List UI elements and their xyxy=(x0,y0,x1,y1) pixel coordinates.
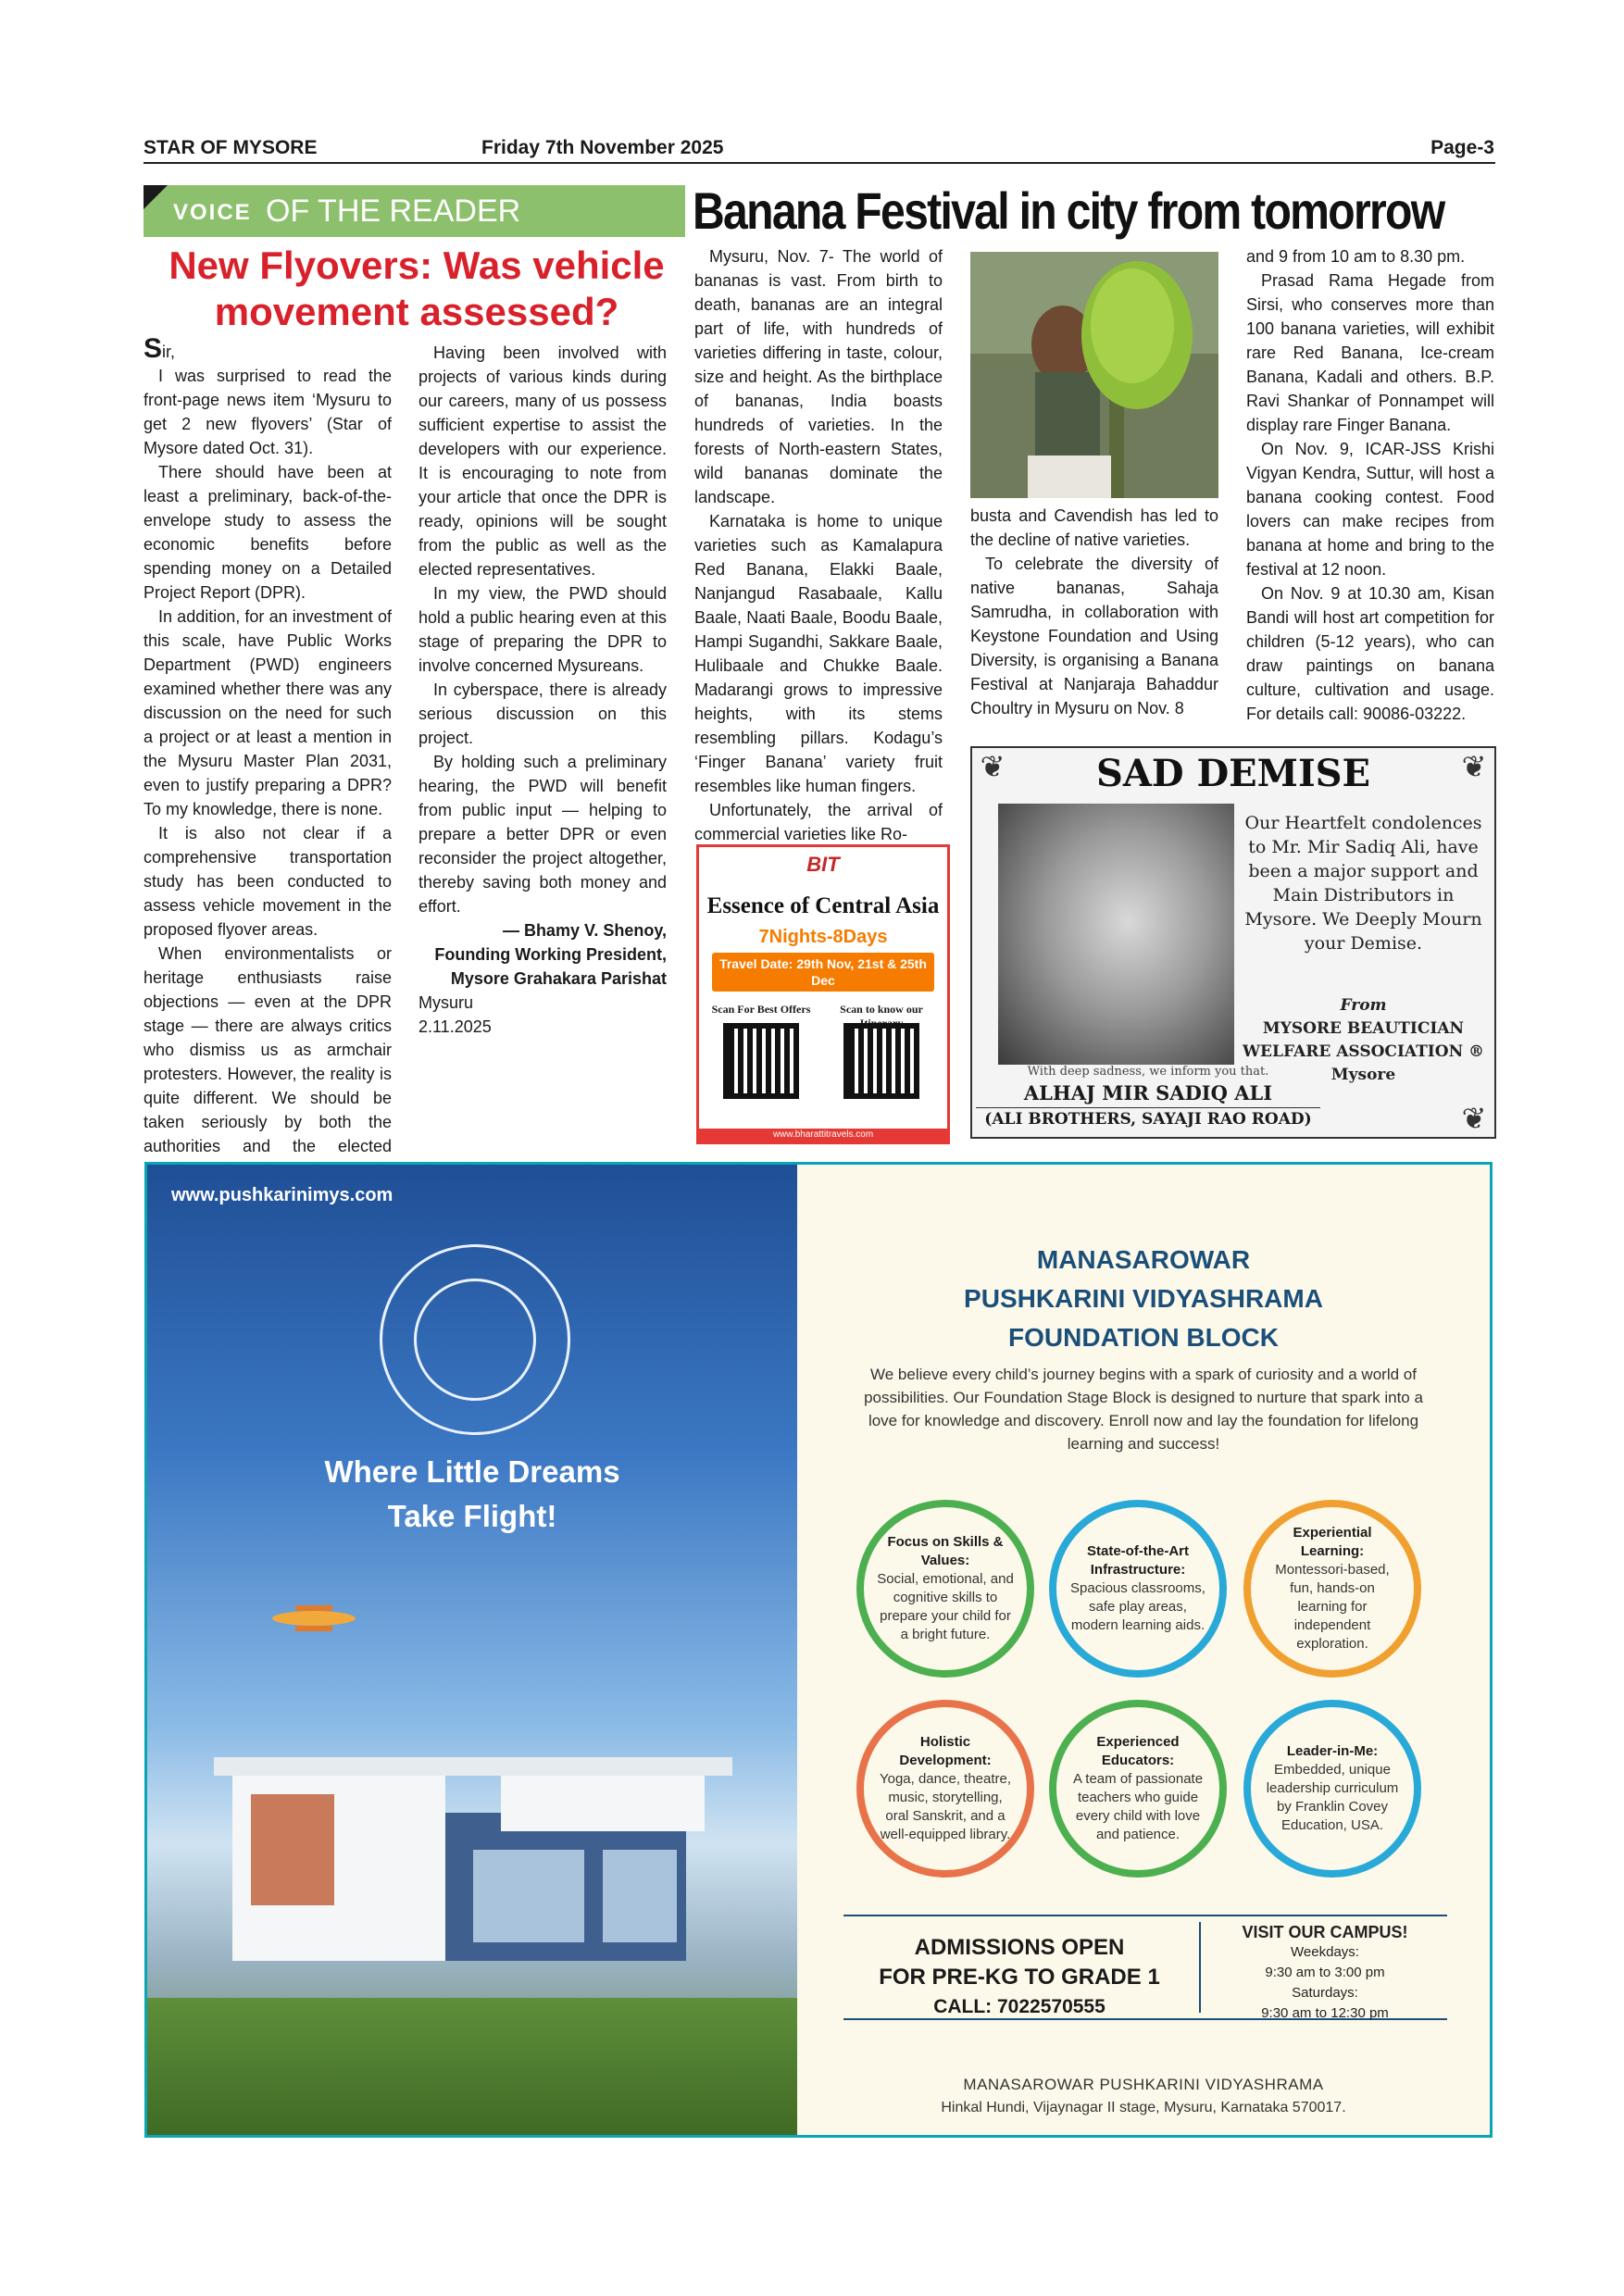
feature-body: Montessori-based, fun, hands-on learning for independent exploration. xyxy=(1275,1562,1390,1652)
feature-circle xyxy=(1049,1700,1227,1878)
feature-title: Leader-in-Me: xyxy=(1286,1743,1379,1759)
banner-voice: VOICE xyxy=(173,200,252,225)
letter-column-2 xyxy=(418,341,667,1039)
salutation: ir, xyxy=(162,343,176,361)
school-name-line-2: PUSHKARINI VIDYASHRAMA xyxy=(964,1284,1323,1313)
banana-column-1 xyxy=(694,244,943,846)
banana-para: Unfortunately, the arrival of commercial varieties like Ro- xyxy=(694,801,943,843)
letter-para: Having been involved with projects of various kinds during our careers, many of us possess sufficient expertise to assist the developers with our experience. It is encouraging to note from your article that once the DPR is ready, opinions will be sought from the public as well as the elected representatives. xyxy=(418,343,667,579)
banana-para: Mysuru, Nov. 7- The world of bananas is vast. From birth to death, bananas are an integral part of life, with hundreds of varieties differing in taste, colour, size and height. As the birthplace of bananas, India boasts hundreds of varieties. In the forests of North-eastern States, wild bananas dominate the landscape. xyxy=(694,247,943,506)
qr-code-icon[interactable] xyxy=(843,1023,919,1099)
ornament-icon: ❦ xyxy=(980,750,1006,783)
from-org: MYSORE BEAUTICIAN WELFARE ASSOCIATION ® xyxy=(1242,1019,1485,1061)
school-intro: We believe every child’s journey begins with a spark of curiosity and a world of possibilities. Our Foundation Stage Block is designed to nurture that spark into a love for knowledge and discovery. Enroll now and lay the foundation for lifelong learning and success! xyxy=(864,1366,1423,1453)
airplane-icon xyxy=(258,1600,369,1637)
page-number: Page-3 xyxy=(1430,137,1494,158)
feature-circle xyxy=(856,1500,1034,1678)
school-footer-name: MANASAROWAR PUSHKARINI VIDYASHRAMA xyxy=(963,2076,1324,2093)
banana-para: To celebrate the diversity of native bananas, Sahaja Samrudha, in collaboration with Keystone Foundation and Using Diversity, is organising a Banana Festival at Nanjaraja Bahaddur Choultry in Mysuru on Nov. 8 xyxy=(970,555,1218,718)
signature-place: Mysuru xyxy=(418,993,474,1012)
signature-date: 2.11.2025 xyxy=(418,1017,492,1036)
feature-circle xyxy=(1243,1700,1421,1878)
admissions-phone[interactable]: CALL: 7022570555 xyxy=(933,1996,1106,2017)
letter-headline: New Flyovers: Was vehicle movement assessed? xyxy=(169,243,665,333)
scan-itinerary-label: Scan to know our xyxy=(840,1003,923,1016)
feature-circle xyxy=(1243,1500,1421,1678)
photo-caption: With deep sadness, we inform you that. xyxy=(1027,1065,1269,1079)
travel-ad xyxy=(696,844,950,1144)
lawn-illustration xyxy=(147,1998,797,2137)
school-ad xyxy=(144,1162,1493,2138)
ornament-icon: ❦ xyxy=(1461,750,1487,783)
obituary-box xyxy=(970,746,1496,1139)
banana-para: Prasad Rama Hegade from Sirsi, who conserves more than 100 banana varieties, will exhibit rare Red Banana, Ice-cream Banana, Kadali and others. B.P. Ravi Shankar of Ponnampet will display rare Finger Banana. xyxy=(1246,271,1494,434)
travel-url[interactable]: www.bharattitravels.com xyxy=(699,1129,947,1142)
feature-title: Focus on Skills & Values: xyxy=(887,1534,1004,1568)
banana-para: and 9 from 10 am to 8.30 pm. xyxy=(1246,247,1466,266)
feature-title: State-of-the-Art Infrastructure: xyxy=(1087,1543,1189,1578)
school-emblem-icon xyxy=(380,1244,570,1435)
banner-corner xyxy=(144,185,168,209)
feature-title: Holistic Development: xyxy=(899,1734,992,1768)
feature-circle xyxy=(1049,1500,1227,1678)
deceased-name: ALHAJ MIR SADIQ ALI xyxy=(1023,1081,1273,1104)
letter-para: It is also not clear if a comprehensive transportation study has been conducted to assess vehicle movement in the proposed flyover areas. xyxy=(144,824,392,939)
scan-offers-label: Scan For Best Offers xyxy=(711,1003,811,1016)
school-ad-image-panel xyxy=(147,1165,797,2135)
visit-campus-block xyxy=(1206,1922,1443,2024)
letter-para: In cyberspace, there is already serious discussion on this project. xyxy=(418,680,667,747)
travel-duration: 7Nights-8Days xyxy=(758,927,888,947)
qr-code-icon[interactable] xyxy=(723,1023,799,1099)
signature-org: Mysore Grahakara Parishat xyxy=(450,969,667,988)
ornament-icon: ❦ xyxy=(1461,1102,1487,1135)
issue-date: Friday 7th November 2025 xyxy=(481,137,724,158)
school-name-line-1: MANASAROWAR xyxy=(1036,1245,1251,1274)
from-label: From xyxy=(1340,996,1387,1015)
school-building-illustration xyxy=(195,1702,732,1979)
school-tagline xyxy=(147,1450,797,1539)
banner-rest: OF THE READER xyxy=(266,193,521,229)
letter-para: In addition, for an investment of this scale, have Public Works Department (PWD) engineers examined whether there was any discussion on the need for such a project or at least a mention in the Mysuru Master Plan 2031, even to justify preparing a DPR? To my knowledge, there is none. xyxy=(144,607,392,818)
school-block-name: FOUNDATION BLOCK xyxy=(1008,1323,1279,1352)
letter-column-1 xyxy=(144,333,392,1182)
section-banner xyxy=(144,185,685,237)
banana-headline: Banana Festival in city from tomorrow xyxy=(693,181,1444,240)
feature-body: Spacious classrooms, safe play areas, modern learning aids. xyxy=(1070,1580,1206,1633)
feature-title: Experiential Learning: xyxy=(1293,1525,1372,1559)
banana-farmer-photo xyxy=(970,252,1218,498)
header-rule xyxy=(144,162,1495,164)
admissions-box xyxy=(843,1915,1447,2020)
travel-logo: BIT xyxy=(806,853,840,876)
banana-column-3 xyxy=(1246,244,1494,726)
banana-para: On Nov. 9 at 10.30 am, Kisan Bandi will host art competition for children (5-12 years), who can draw paintings on banana culture, cultivation and usage. For details call: 90086-03222. xyxy=(1246,584,1494,723)
deceased-business: (ALI BROTHERS, SAYAJI RAO ROAD) xyxy=(976,1107,1320,1129)
school-url[interactable]: www.pushkarinimys.com xyxy=(171,1185,394,1205)
tagline-line-1: Where Little Dreams xyxy=(324,1454,620,1489)
admissions-open: ADMISSIONS OPEN xyxy=(914,1935,1125,1960)
feature-circle xyxy=(856,1700,1034,1878)
saturdays-time: 9:30 am to 12:30 pm xyxy=(1261,2005,1389,2021)
signature-name: — Bhamy V. Shenoy, xyxy=(502,921,667,940)
drop-cap: S xyxy=(144,333,163,364)
visit-title: VISIT OUR CAMPUS! xyxy=(1242,1923,1408,1941)
feature-body: A team of passionate teachers who guide every child with love and patience. xyxy=(1072,1771,1204,1842)
letter-para: There should have been at least a preliminary, back-of-the-envelope study to assess the economic benefits before spending money on a Detailed Project Report (DPR). xyxy=(144,463,392,602)
feature-body: Social, emotional, and cognitive skills to prepare your child for a bright future. xyxy=(877,1571,1014,1642)
weekdays-time: 9:30 am to 3:00 pm xyxy=(1265,1965,1385,1980)
saturdays-label: Saturdays: xyxy=(1292,1985,1358,2001)
banana-para: busta and Cavendish has led to the decline of native varieties. xyxy=(970,506,1218,549)
admissions-grades: FOR PRE-KG TO GRADE 1 xyxy=(879,1965,1160,1990)
from-city: Mysore xyxy=(1330,1066,1396,1084)
travel-dates: Travel Date: 29th Nov, 21st & 25th Dec xyxy=(712,953,934,992)
banana-column-2 xyxy=(970,504,1218,720)
letter-para: I was surprised to read the front-page news item ‘Mysuru to get 2 new flyovers’ (Star of Mysore dated Oct. 31). xyxy=(144,367,392,457)
banana-para: Karnataka is home to unique varieties such as Kamalapura Red Banana, Elakki Baale, Nanjangud Rasabaale, Kallu Baale, Naati Baale, Boodu Baale, Hampi Sugandhi, Sakkare Baale, Hulibaale and Chukke Baale. Madarangi grows to impressive heights, with its stems resembling pillars. Kodagu’s ‘Finger Banana’ variety fruit resembles like human fingers. xyxy=(694,512,943,795)
letter-para: When environmentalists or heritage enthusiasts raise objections — even at the DPR stage — there are always critics who dismiss us as armchair protesters. However, the reality is quite different. We should be taken seriously by both the authorities and the elected xyxy=(144,944,392,1155)
letter-para: In my view, the PWD should hold a public hearing even at this stage of preparing the DPR to involve concerned Mysureans. xyxy=(418,584,667,675)
letter-para: By holding such a preliminary hearing, the PWD will benefit from public input — helping to prepare a better DPR or even reconsider the project altogether, thereby saving both money and effort. xyxy=(418,753,667,916)
weekdays-label: Weekdays: xyxy=(1291,1944,1359,1960)
portrait-photo xyxy=(998,804,1234,1065)
feature-body: Embedded, unique leadership curriculum by Franklin Covey Education, USA. xyxy=(1266,1762,1399,1833)
tagline-line-2: Take Flight! xyxy=(387,1499,557,1533)
masthead-name: STAR OF MYSORE xyxy=(144,137,318,158)
feature-body: Yoga, dance, theatre, music, storytelling, oral Sanskrit, and a well-equipped library. xyxy=(879,1771,1012,1842)
banana-para: On Nov. 9, ICAR-JSS Krishi Vigyan Kendra, Suttur, will host a banana cooking contest. Food lovers can make recipes from banana at home and bring to the festival at 12 noon. xyxy=(1246,440,1494,579)
admissions-divider xyxy=(1199,1922,1201,2013)
school-footer-address: Hinkal Hundi, Vijaynagar II stage, Mysuru, Karnataka 570017. xyxy=(941,2100,1346,2115)
travel-title: Essence of Central Asia xyxy=(706,893,940,918)
feature-title: Experienced Educators: xyxy=(1096,1734,1180,1768)
obituary-title: SAD DEMISE xyxy=(1095,752,1371,795)
signature-title: Founding Working President, xyxy=(434,945,667,964)
admissions-text xyxy=(843,1933,1195,2022)
condolence-message: Our Heartfelt condolences to Mr. Mir Sadiq Ali, have been a major support and Main Distributors in Mysore. We Deeply Mourn your Demise. xyxy=(1244,813,1482,954)
